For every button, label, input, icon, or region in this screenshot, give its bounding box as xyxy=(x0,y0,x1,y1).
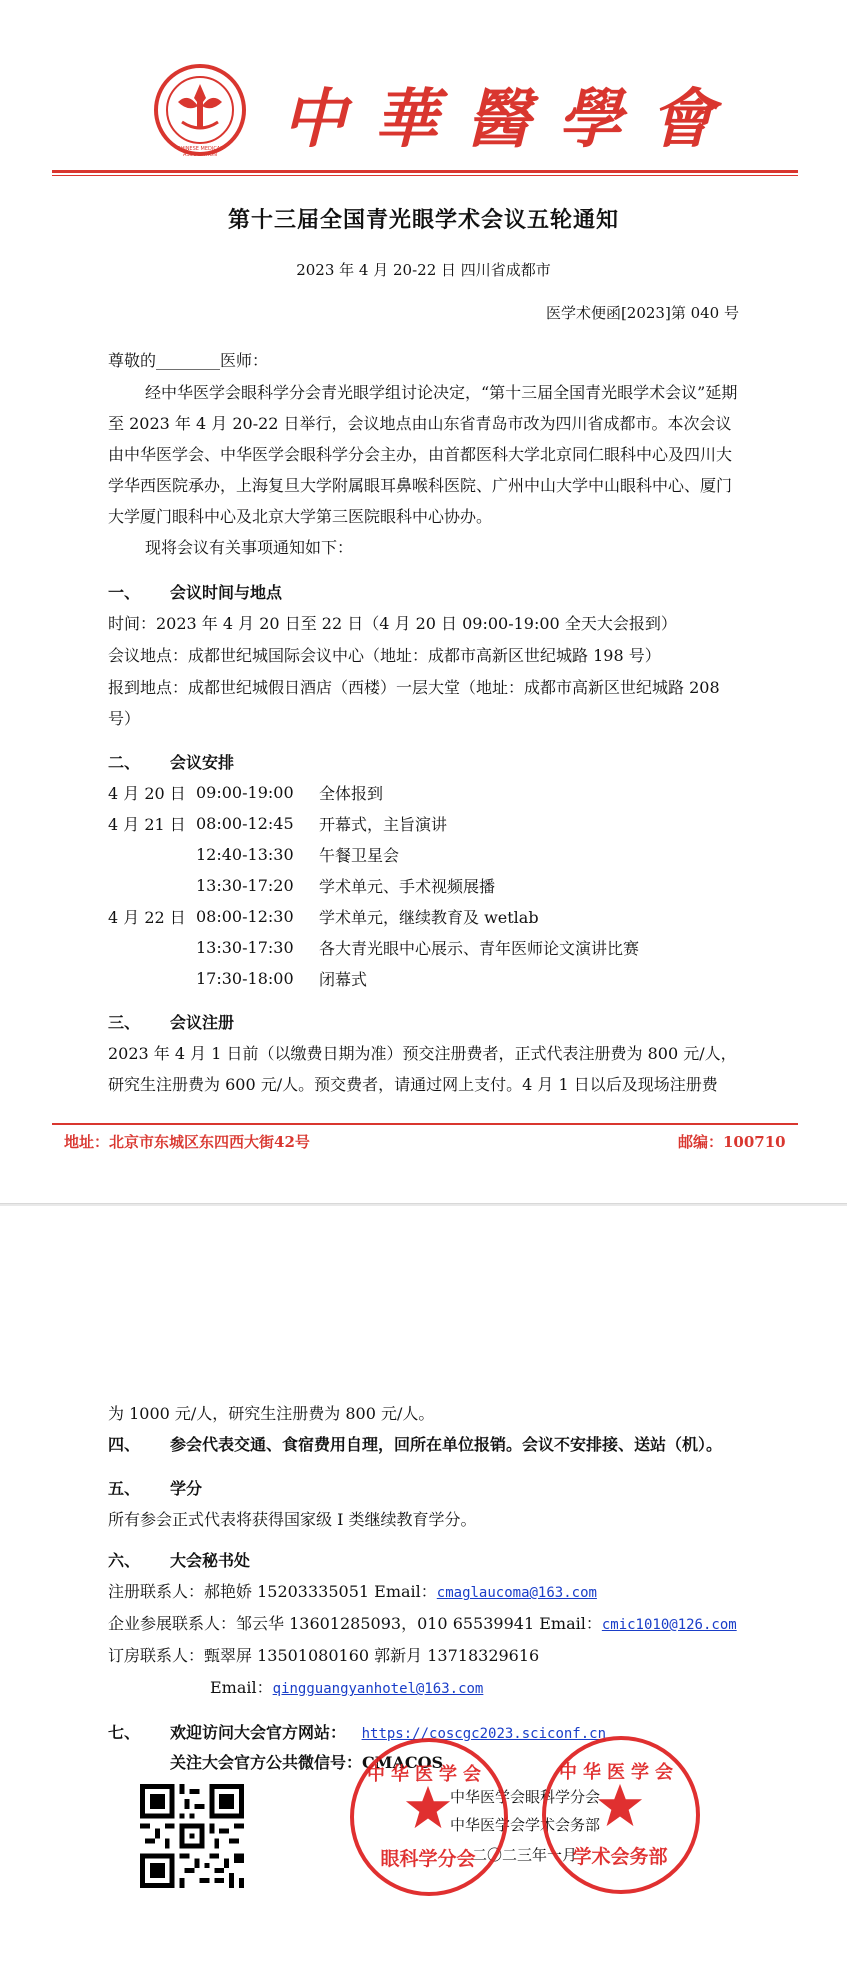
header-divider-thin xyxy=(52,175,798,176)
official-website-link[interactable]: https://coscgc2023.sciconf.cn xyxy=(361,1726,607,1742)
registration-text: 2023 年 4 月 1 日前（以缴费日期为准）预交注册费者，正式代表注册费为 800 元/人，研究生注册费为 600 元/人。预交费者，请通过网上支付。4 月 1 日以后及现场注册费 xyxy=(108,1044,737,1094)
schedule-time: 13:30-17:30 xyxy=(196,938,294,957)
section-6-heading xyxy=(108,1548,250,1571)
footer-postcode: 邮编：100710 xyxy=(678,1133,786,1151)
schedule-day xyxy=(108,839,196,870)
schedule-day: 4 月 21 日 xyxy=(108,815,186,834)
hotel-contact: 订房联系人：甄翠屏 13501080160 郭新月 13718329616 xyxy=(108,1646,540,1665)
signature-org-1: 中华医学会眼科学分会 xyxy=(450,1788,601,1806)
schedule-time: 08:00-12:45 xyxy=(196,814,294,833)
schedule-time: 17:30-18:00 xyxy=(196,969,294,988)
registration-contact xyxy=(108,1576,597,1609)
section-number: 六、 xyxy=(108,1551,141,1570)
section-2-heading xyxy=(108,750,234,773)
intro-paragraph: 经中华医学会眼科学分会青光眼学组讨论决定，“第十三届全国青光眼学术会议”延期至 2023 年 4 月 20-22 日举行，会议地点由山东省青岛市改为四川省成都市。本次会议由中华医学会、中华医学会眼科学分会主办，由首都医科大学北京同仁眼科中心及四川大学华西医院承办，上海复旦大学附属眼耳鼻喉科医院、广州中山大学中山眼科中心、厦门大学厦门眼科中心及北京大学第三医院眼科中心协办。 xyxy=(108,383,738,526)
meeting-time: 时间：2023 年 4 月 20 日至 22 日（4 月 20 日 09:00-19:00 全天大会报到） xyxy=(108,614,677,633)
org-name-logo: 中華醫學會 xyxy=(282,82,742,157)
checkin-location: 报到地点：成都世纪城假日酒店（西楼）一层大堂（地址：成都市高新区世纪城路 208 号） xyxy=(108,678,720,728)
section-4-heading xyxy=(108,1432,722,1455)
section-number: 七、 xyxy=(108,1723,141,1742)
schedule-event: 学术单元、手术视频展播 xyxy=(319,877,496,896)
schedule-row xyxy=(108,839,739,870)
schedule-time: 12:40-13:30 xyxy=(196,845,294,864)
section-title: 会议安排 xyxy=(170,753,235,772)
seal-top-text: 中华医学会 xyxy=(559,1762,679,1783)
page-2 xyxy=(0,1206,847,1971)
footer-address: 地址：北京市东城区东四西大街42号 xyxy=(64,1133,310,1151)
wechat-account: 关注大会官方公共微信号：CMACOS xyxy=(170,1753,444,1772)
schedule-row xyxy=(108,901,739,932)
registration-text-continued: 为 1000 元/人，研究生注册费为 800 元/人。 xyxy=(108,1404,435,1423)
signature-org-2: 中华医学会学术会务部 xyxy=(450,1816,601,1834)
schedule-row xyxy=(108,808,739,839)
schedule-table xyxy=(108,777,739,994)
schedule-row xyxy=(108,777,739,808)
schedule-day xyxy=(108,870,196,901)
header-divider xyxy=(52,170,798,173)
exhibitor-email-link[interactable]: cmic1010@126.com xyxy=(601,1617,737,1633)
hotel-email xyxy=(210,1672,483,1705)
section-title: 学分 xyxy=(170,1479,203,1498)
signature-date: 二〇二三年一月 xyxy=(472,1846,578,1864)
schedule-row xyxy=(108,870,739,901)
seal-bottom-text: 眼科学分会 xyxy=(380,1848,476,1870)
salutation: 尊敬的________医师： xyxy=(108,351,269,370)
seal-star-icon xyxy=(596,1782,644,1830)
section-3-heading xyxy=(108,1010,234,1033)
seal-bottom-text: 学术会务部 xyxy=(572,1846,668,1868)
schedule-time: 13:30-17:20 xyxy=(196,876,294,895)
section-number: 一、 xyxy=(108,583,141,602)
registration-contact-label: 注册联系人：郝艳娇 15203335051 Email： xyxy=(108,1582,437,1601)
section-5-heading xyxy=(108,1476,202,1499)
wechat-qr-code[interactable] xyxy=(140,1784,244,1888)
seal-academic-affairs xyxy=(542,1736,700,1894)
schedule-day xyxy=(108,932,196,963)
schedule-time: 09:00-19:00 xyxy=(196,783,294,802)
credits-text: 所有参会正式代表将获得国家级 I 类继续教育学分。 xyxy=(108,1510,477,1529)
emblem-caption: CHINESE MEDICAL ASSOCIATION xyxy=(176,146,224,158)
schedule-event: 闭幕式 xyxy=(319,970,368,989)
intro-paragraph-2: 现将会议有关事项通知如下： xyxy=(145,538,354,557)
section-title: 参会代表交通、食宿费用自理，回所在单位报销。会议不安排接、送站（机）。 xyxy=(170,1435,723,1454)
schedule-time: 08:00-12:30 xyxy=(196,907,294,926)
section-title: 会议注册 xyxy=(170,1013,235,1032)
section-title: 会议时间与地点 xyxy=(170,583,283,602)
seal-ophthalmology-branch xyxy=(350,1738,508,1896)
cma-emblem xyxy=(152,62,248,158)
schedule-event: 午餐卫星会 xyxy=(319,846,400,865)
section-1-heading xyxy=(108,580,282,603)
schedule-row xyxy=(108,932,739,963)
meeting-venue: 会议地点：成都世纪城国际会议中心（地址：成都市高新区世纪城路 198 号） xyxy=(108,646,661,665)
schedule-day: 4 月 22 日 xyxy=(108,908,186,927)
schedule-row xyxy=(108,963,739,994)
section-number: 四、 xyxy=(108,1435,141,1454)
section-number: 三、 xyxy=(108,1013,141,1032)
section-number: 二、 xyxy=(108,753,141,772)
schedule-event: 学术单元，继续教育及 wetlab xyxy=(319,908,539,927)
registration-email-link[interactable]: cmaglaucoma@163.com xyxy=(436,1585,597,1601)
schedule-day: 4 月 20 日 xyxy=(108,784,186,803)
date-place: 2023 年 4 月 20-22 日 四川省成都市 xyxy=(296,261,551,279)
hotel-email-link[interactable]: qingguangyanhotel@163.com xyxy=(272,1681,484,1697)
seal-top-text: 中华医学会 xyxy=(367,1764,487,1785)
seal-star-icon xyxy=(404,1784,452,1832)
footer-divider xyxy=(52,1123,798,1125)
schedule-day xyxy=(108,963,196,994)
schedule-event: 开幕式，主旨演讲 xyxy=(319,815,448,834)
section-number: 五、 xyxy=(108,1479,141,1498)
ref-number: 医学术便函[2023]第 040 号 xyxy=(545,304,739,322)
schedule-event: 各大青光眼中心展示、青年医师论文演讲比赛 xyxy=(319,939,640,958)
schedule-event: 全体报到 xyxy=(319,784,384,803)
section-title: 欢迎访问大会官方网站： xyxy=(170,1723,347,1742)
section-title: 大会秘书处 xyxy=(170,1551,251,1570)
hotel-email-label: Email： xyxy=(210,1678,273,1697)
section-7-heading xyxy=(108,1720,606,1743)
page-title: 第十三届全国青光眼学术会议五轮通知 xyxy=(227,207,619,233)
exhibitor-contact xyxy=(108,1608,737,1641)
exhibitor-contact-label: 企业参展联系人：邹云华 13601285093，010 65539941 Email： xyxy=(108,1614,602,1633)
